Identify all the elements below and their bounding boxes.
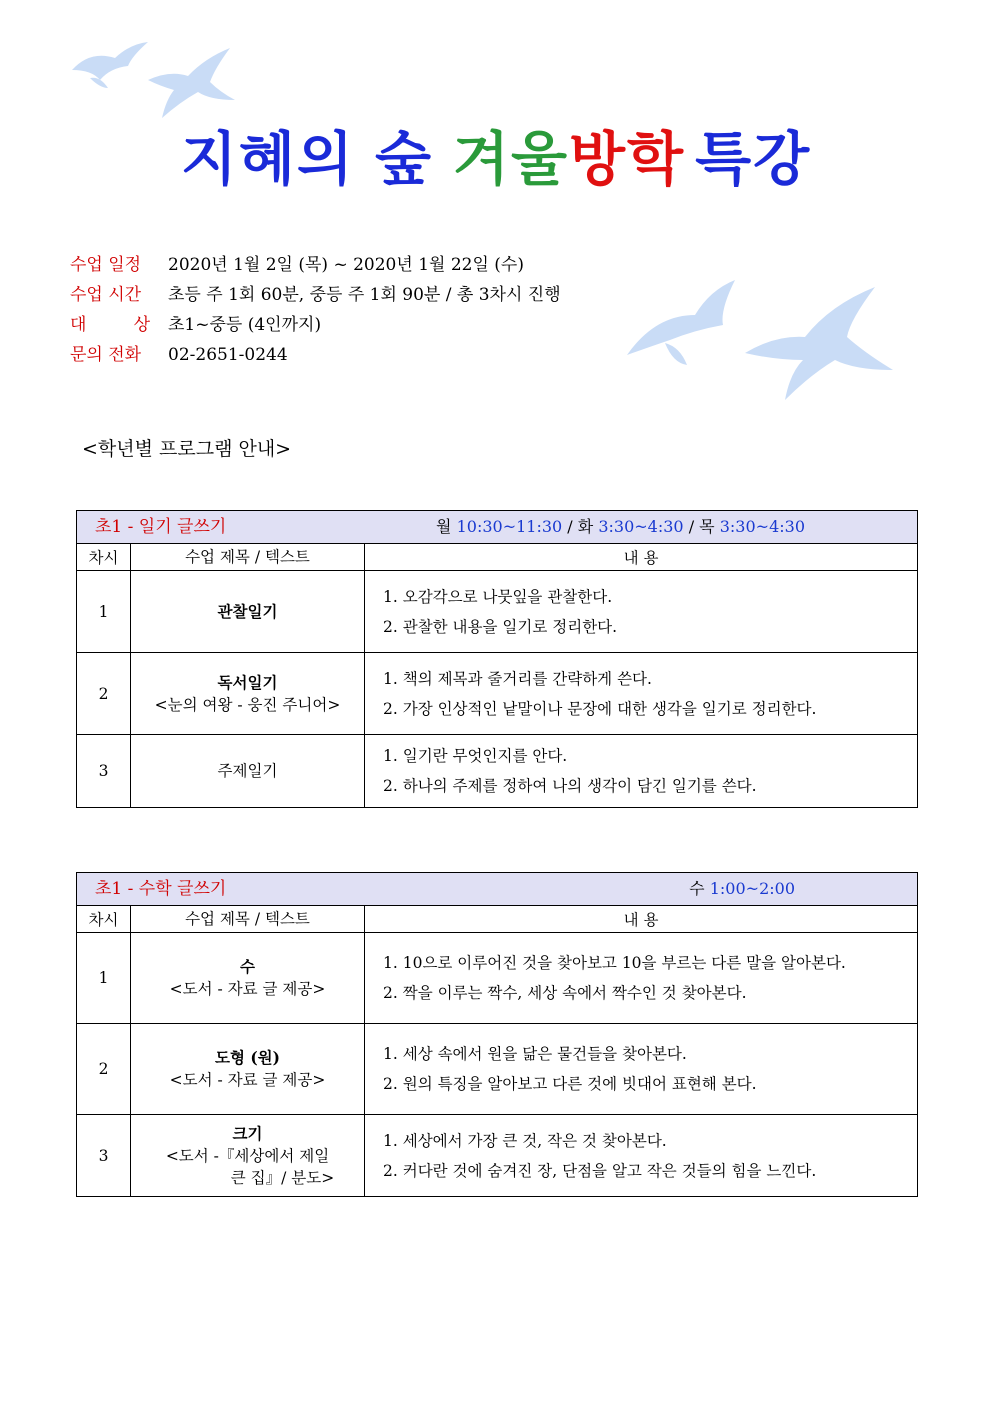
info-label: 문의 전화 [70,345,142,365]
program-table-diary [76,510,918,808]
info-value: 초등 주 1회 60분, 중등 주 1회 90분 / 총 3차시 진행 [168,285,561,305]
lesson-text: <도서 - 자료 글 제공> [169,980,326,998]
lesson-text: <도서 -『세상에서 제일 [165,1146,330,1165]
info-row-phone [70,340,561,370]
column-header: 내 용 [365,906,918,933]
birds-decoration-icon [70,40,240,120]
lesson-title: 도형 (원) [215,1048,280,1067]
info-value: 2020년 1월 2일 (목) ~ 2020년 1월 22일 (수) [168,255,524,275]
lesson-text: 큰 집』/ 분도> [230,1168,335,1187]
class-info [70,250,561,370]
title-part: 숲 [374,125,433,193]
birds-decoration-icon [625,275,900,405]
lesson-title: 독서일기 [217,672,278,692]
table-row: 2 독서일기 <눈의 여왕 - 웅진 주니어> 1. 책의 제목과 줄거리를 간략하게 쓴다. 2. 가장 인상적인 낱말이나 문장에 대한 생각을 일기로 정리한다. [77,653,918,735]
program-schedule: 수 1:00~2:00 [689,879,795,898]
column-header: 차시 [77,544,131,571]
lesson-text: <눈의 여왕 - 웅진 주니어> [154,695,341,714]
column-header: 내 용 [365,544,918,571]
column-header: 수업 제목 / 텍스트 [131,544,365,571]
lesson-title: 관찰일기 [217,601,278,621]
program-title: 초1 - 수학 글쓰기 [95,879,227,899]
title-part: 방학 [569,125,686,193]
program-schedule: 월 10:30~11:30 / 화 3:30~4:30 / 목 3:30~4:30 [436,517,805,536]
column-header: 차시 [77,906,131,933]
program-title: 초1 - 일기 글쓰기 [95,517,227,537]
section-heading: <학년별 프로그램 안내> [82,438,292,460]
title-part: 지혜의 [180,125,355,193]
lesson-title: 수 [240,957,255,976]
info-value: 02-2651-0244 [168,345,288,365]
title-part: 특강 [695,125,812,193]
lesson-title: 크기 [232,1123,263,1143]
info-row-time [70,280,561,310]
table-row: 1 관찰일기 1. 오감각으로 나뭇잎을 관찰한다. 2. 관찰한 내용을 일기로 정리한다. [77,571,918,653]
info-row-target [70,310,561,340]
info-value: 초1~중등 (4인까지) [168,315,322,335]
lesson-title: 주제일기 [217,762,278,780]
info-label: 대 상 [70,315,150,335]
column-header: 수업 제목 / 텍스트 [131,906,365,933]
info-label: 수업 시간 [70,285,142,305]
program-table-math [76,872,918,1197]
info-row-schedule [70,250,561,280]
table-row: 3 크기 <도서 -『세상에서 제일 큰 집』/ 분도> 1. 세상에서 가장 큰 것, 작은 것 찾아본다. 2. 커다란 것에 숨겨진 장, 단점을 알고 작은 것들의 힘을 느낀다. [77,1115,918,1197]
info-label: 수업 일정 [70,255,142,275]
table-row: 1 수 <도서 - 자료 글 제공> 1. 10으로 이루어진 것을 찾아보고 10을 부르는 다른 말을 알아본다. 2. 짝을 이루는 짝수, 세상 속에서 짝수인 것 찾아본다. [77,933,918,1024]
table-row: 2 도형 (원) <도서 - 자료 글 제공> 1. 세상 속에서 원을 닮은 물건들을 찾아본다. 2. 원의 특징을 알아보고 다른 것에 빗대어 표현해 본다. [77,1024,918,1115]
table-row: 3 주제일기 1. 일기란 무엇인지를 안다. 2. 하나의 주제를 정하여 나의 생각이 담긴 일기를 쓴다. [77,735,918,808]
title-part: 겨울 [452,125,570,193]
page-title [0,112,992,196]
lesson-text: <도서 - 자료 글 제공> [169,1071,326,1089]
